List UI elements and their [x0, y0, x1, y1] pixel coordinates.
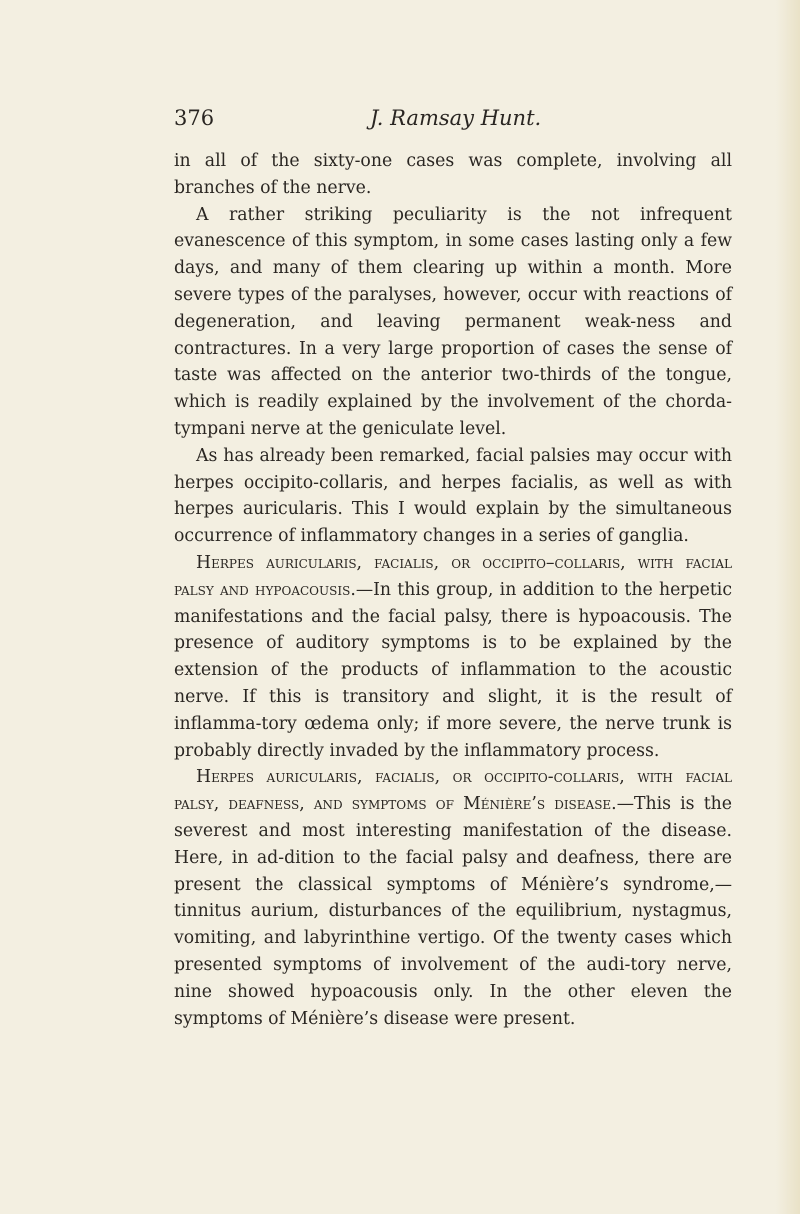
page-edge-shading	[776, 0, 800, 1214]
section-heading-meniere: Herpes auricularis, facialis, or occipito-collaris, with facial palsy, deafness, and symptoms of Ménière’s disease.	[174, 767, 732, 815]
page-header	[174, 106, 734, 136]
section-text-meniere: —This is the severest and most interesting manifestation of the disease. Here, in ad-dition to the facial palsy and deafness, there are present the classical symptoms of Ménière’s syndrome,—tinnitus aurium, disturbances of the equilibrium, nystagmus, vomiting, and labyrinthine vertigo. Of the twenty cases which presented symptoms of involvement of the audi-tory nerve, nine showed hypoacousis only. In the other eleven the symptoms of Ménière’s disease were present.	[174, 794, 732, 1029]
section-hypoacousis	[174, 550, 732, 764]
paragraph-continuation: in all of the sixty-one cases was complete, involving all branches of the nerve.	[174, 151, 732, 198]
paragraph-evanescence: A rather striking peculiarity is the not infrequent evanescence of this symptom, in some cases lasting only a few days, and many of them clearing up within a month. More severe types of the paralyses, however, occur with reactions of degeneration, and leaving permanent weak-ness and contractures. In a very large proportion of cases the sense of taste was affected on the anterior two-thirds of the tongue, which is readily explained by the involvement of the chorda-tympani nerve at the geniculate level.	[174, 204, 732, 439]
section-meniere	[174, 764, 732, 1032]
section-heading-hypoacousis: Herpes auricularis, facialis, or occipito–collaris, with facial palsy and hypoacousis.	[174, 552, 732, 600]
running-head: J. Ramsay Hunt.	[370, 106, 542, 130]
body-text	[174, 148, 732, 1032]
paragraph-facial-palsies: As has already been remarked, facial palsies may occur with herpes occipito-collaris, and herpes facialis, as well as with herpes auricularis. This I would explain by the simultaneous occurrence of inflammatory changes in a series of ganglia.	[174, 445, 732, 547]
section-text-hypoacousis: —In this group, in addition to the herpetic manifestations and the facial palsy, there is hypoacousis. The presence of auditory symptoms is to be explained by the extension of the products of inflammation to the acoustic nerve. If this is transitory and slight, it is the result of inflamma-tory œdema only; if more severe, the nerve trunk is probably directly invaded by the inflammatory process.	[174, 579, 732, 761]
page-number: 376	[174, 106, 215, 130]
